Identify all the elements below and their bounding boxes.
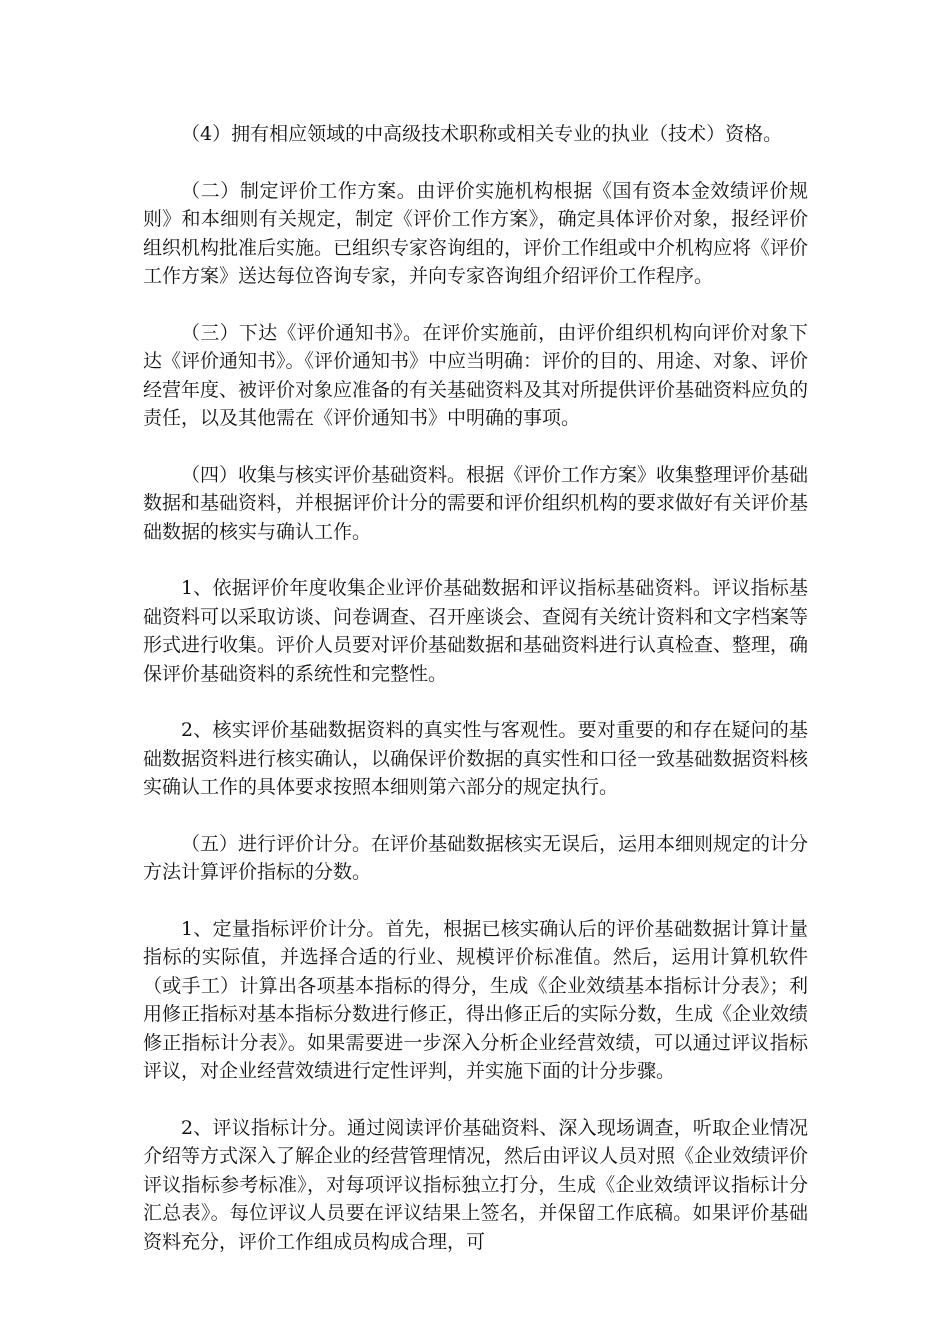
paragraph-section-5-scoring: （五）进行评价计分。在评价基础数据核实无误后，运用本细则规定的计分方法计算评价指标的分数。 [143,832,809,883]
paragraph-item-1-quantitative: 1、定量指标评价计分。首先，根据已核实确认后的评价基础数据计算计量指标的实际值，并选择合适的行业、规模评价标准值。然后，运用计算机软件（或手工）计算出各项基本指标的得分，生成《企业效绩基本指标计分表》；利用修正指标对基本指标分数进行修正，得出修正后的实际分数，生成《企业效绩修正指标计分表》。如果需要进一步深入分析企业经营效绩，可以通过评议指标评议，对企业经营效绩进行定性评判，并实施下面的计分步骤。 [143,917,809,1082]
paragraph-section-3-notice: （三）下达《评价通知书》。在评价实施前，由评价组织机构向评价对象下达《评价通知书》。《评价通知书》中应当明确：评价的目的、用途、对象、评价经营年度、被评价对象应准备的有关基础资料及其对所提供评价基础资料应负的责任，以及其他需在《评价通知书》中明确的事项。 [143,321,809,429]
paragraph-qualification-4: （4）拥有相应领域的中高级技术职称或相关专业的执业（技术）资格。 [181,123,783,145]
paragraph-section-2-work-plan: （二）制定评价工作方案。由评价实施机构根据《国有资本金效绩评价规则》和本细则有关规定，制定《评价工作方案》，确定具体评价对象，报经评价组织机构批准后实施。已组织专家咨询组的，评价工作组或中介机构应将《评价工作方案》送达每位咨询专家，并向专家咨询组介绍评价工作程序。 [143,179,809,287]
paragraph-item-2-verify: 2、核实评价基础数据资料的真实性与客观性。要对重要的和存在疑问的基础数据资料进行核实确认，以确保评价数据的真实性和口径一致基础数据资料核实确认工作的具体要求按照本细则第六部分的规定执行。 [143,719,809,798]
paragraph-section-4-collect-data: （四）收集与核实评价基础资料。根据《评价工作方案》收集整理评价基础数据和基础资料，并根据评价计分的需要和评价组织机构的要求做好有关评价基础数据的核实与确认工作。 [143,463,809,543]
paragraph-item-2-evaluation: 2、评议指标计分。通过阅读评价基础资料、深入现场调查，听取企业情况介绍等方式深入了解企业的经营管理情况，然后由评议人员对照《企业效绩评价评议指标参考标准》，对每项评议指标独立打分，生成《企业效绩评议指标计分汇总表》。每位评议人员要在评议结果上签名，并保留工作底稿。如果评价基础资料充分，评价工作组成员构成合理，可 [143,1116,809,1253]
paragraph-item-1-collect: 1、依据评价年度收集企业评价基础数据和评议指标基础资料。评议指标基础资料可以采取访谈、问卷调查、召开座谈会、查阅有关统计资料和文字档案等形式进行收集。评价人员要对评价基础数据和基础资料进行认真检查、整理，确保评价基础资料的系统性和完整性。 [143,577,809,685]
document-page [143,120,808,1284]
